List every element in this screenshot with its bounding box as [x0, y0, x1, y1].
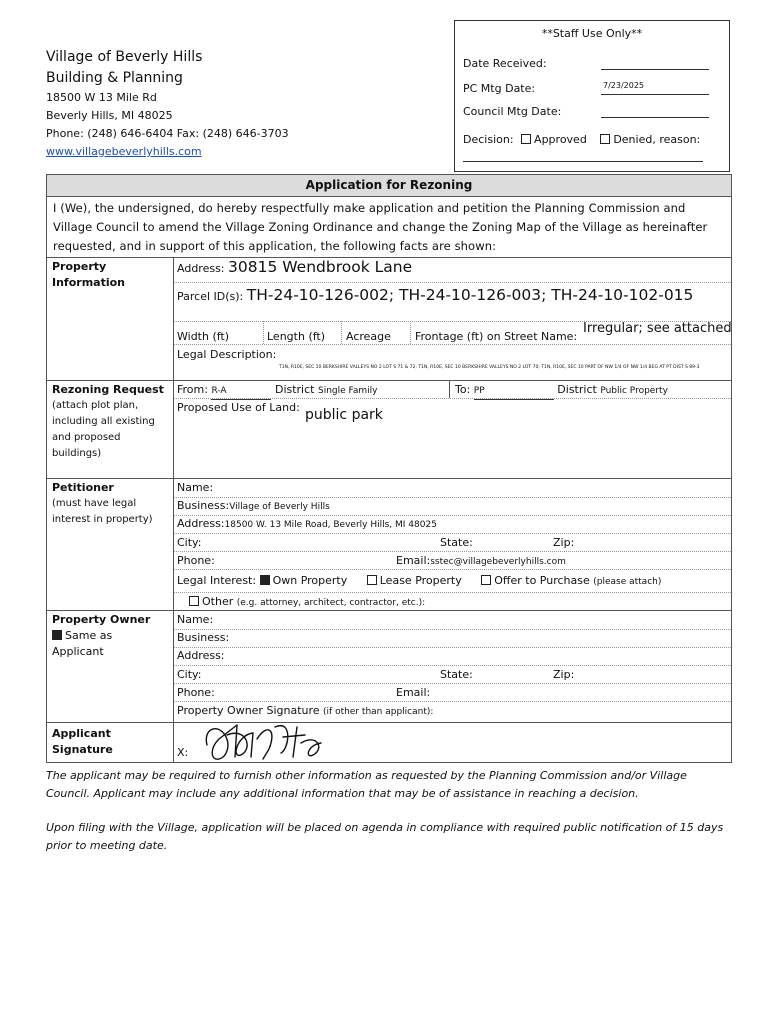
petitioner-name-label[interactable]: Name:	[177, 481, 214, 494]
proposed-use-label[interactable]: Proposed Use of Land:	[177, 401, 300, 414]
petitioner-email-value: sstec@villagebeverlyhills.com	[430, 557, 566, 567]
date-received-field[interactable]	[601, 57, 709, 70]
applicant-x-label[interactable]: X:	[177, 746, 189, 759]
petitioner-phone-label[interactable]: Phone:	[177, 554, 215, 567]
other-interest-row	[189, 594, 425, 611]
rezoning-request-label: Rezoning Request (attach plot plan, including all existing and proposed buildings)	[52, 382, 167, 462]
approved-label: Approved	[534, 133, 587, 146]
petitioner-business-label: Business:	[177, 499, 230, 512]
legal-interest-label: Legal Interest:	[177, 574, 257, 587]
offer-purchase-label: Offer to Purchase	[494, 574, 590, 587]
petitioner-address-row[interactable]	[177, 516, 437, 533]
pc-mtg-value: 7/23/2025	[603, 81, 645, 90]
petitioner-label: Petitioner (must have legal interest in property)	[52, 480, 167, 528]
decision-label: Decision:	[463, 133, 514, 146]
legal-description-label[interactable]: Legal Description:	[177, 348, 277, 361]
office-header	[46, 47, 289, 161]
acreage-label[interactable]: Acreage	[346, 330, 391, 343]
parcel-row[interactable]	[177, 287, 693, 305]
petitioner-business-row[interactable]	[177, 498, 330, 515]
petitioner-city-label[interactable]: City:	[177, 536, 202, 549]
owner-signature-note: (if other than applicant):	[323, 707, 434, 717]
own-property-checkbox[interactable]	[260, 575, 270, 585]
address-label: Address:	[177, 262, 225, 275]
pc-mtg-field[interactable]	[601, 82, 709, 95]
org-name: Village of Beverly Hills	[46, 49, 203, 65]
petitioner-email-row[interactable]	[396, 553, 566, 570]
frontage-label[interactable]: Frontage (ft) on Street Name:	[415, 330, 578, 343]
denied-reason-field[interactable]	[463, 149, 703, 162]
to-label: To:	[455, 383, 471, 396]
from-district-label: District	[274, 383, 315, 396]
form-title: Application for Rezoning	[47, 175, 731, 196]
denied-checkbox[interactable]	[600, 134, 610, 144]
owner-business-label[interactable]: Business:	[177, 631, 230, 644]
same-as-applicant-label: Same as Applicant	[52, 629, 113, 658]
lease-property-label: Lease Property	[379, 574, 462, 587]
other-interest-label: Other	[202, 595, 234, 608]
from-value: R-A	[211, 383, 271, 400]
offer-purchase-checkbox[interactable]	[481, 575, 491, 585]
lease-property-checkbox[interactable]	[367, 575, 377, 585]
intro-text: I (We), the undersigned, do hereby respectfully make application and petition the Planning Commission and Village Council to amend the Village Zoning Ordinance and change the Zoning Map of the Village as hereinafter requested, and in support of this application, the following facts are shown:	[53, 201, 708, 253]
address-line-2: Beverly Hills, MI 48025	[46, 109, 173, 122]
rezoning-form	[46, 174, 732, 763]
to-district-label: District	[557, 383, 597, 396]
address-value: 30815 Wendbrook Lane	[228, 258, 413, 276]
to-district-value: Public Property	[600, 386, 668, 396]
property-owner-label: Property Owner Same as Applicant	[52, 613, 151, 658]
approved-checkbox[interactable]	[521, 134, 531, 144]
petitioner-zip-label[interactable]: Zip:	[553, 536, 575, 549]
applicant-signature-image	[197, 709, 337, 765]
legal-interest-row	[177, 573, 661, 590]
property-address-row[interactable]	[177, 259, 412, 277]
owner-phone-label[interactable]: Phone:	[177, 686, 215, 699]
date-received-label: Date Received:	[463, 57, 547, 70]
parcel-label: Parcel ID(s):	[177, 290, 244, 303]
petitioner-note: (must have legal interest in property)	[52, 498, 153, 525]
owner-state-label[interactable]: State:	[440, 668, 473, 681]
staff-use-box	[454, 20, 730, 172]
parcel-value: TH-24-10-126-002; TH-24-10-126-003; TH-24-10-102-015	[246, 286, 694, 304]
proposed-use-value: public park	[305, 407, 383, 423]
width-label[interactable]: Width (ft)	[177, 330, 230, 343]
rezoning-request-note: (attach plot plan, including all existing and proposed buildings)	[52, 400, 155, 459]
council-mtg-label: Council Mtg Date:	[463, 105, 562, 118]
dept-name: Building & Planning	[46, 70, 183, 86]
footer-note-1: The applicant may be required to furnish other information as requested by the Planning Commission and/or Village Council. Applicant may include any additional information that may be of assistance in reaching a decision.	[46, 769, 687, 800]
own-property-label: Own Property	[272, 574, 348, 587]
petitioner-business-value: Village of Beverly Hills	[229, 502, 330, 512]
petitioner-address-value: 18500 W. 13 Mile Road, Beverly Hills, MI 48025	[224, 520, 437, 530]
to-value: PP	[474, 383, 554, 400]
address-line-1: 18500 W 13 Mile Rd	[46, 91, 157, 104]
length-label[interactable]: Length (ft)	[267, 330, 326, 343]
offer-purchase-note: (please attach)	[593, 577, 662, 587]
owner-zip-label[interactable]: Zip:	[553, 668, 575, 681]
phone-fax: Phone: (248) 646-6404 Fax: (248) 646-3703	[46, 127, 289, 140]
owner-address-label[interactable]: Address:	[177, 649, 225, 662]
pc-mtg-label: PC Mtg Date:	[463, 82, 536, 95]
staff-title: **Staff Use Only**	[541, 27, 643, 40]
footer-note-2: Upon filing with the Village, application will be placed on agenda in compliance with required public notification of 15 days prior to meeting date.	[46, 821, 724, 852]
same-as-applicant	[52, 628, 147, 660]
same-as-applicant-checkbox[interactable]	[52, 630, 62, 640]
website-link[interactable]: www.villagebeverlyhills.com	[46, 145, 202, 158]
owner-signature-label: Property Owner Signature	[177, 704, 320, 717]
legal-description-value: T1N, R10E, SEC 10 BERKSHIRE VALLEYS NO 2 LOT S 71 & 72; T1N, R10E, SEC 10 BERKSHIRE VALLEYS NO 2 LOT 70; T1N, R10E, SEC 10 PART OF NW 1/4 OF NW 1/4 BEG AT PT DIST S 89-3	[279, 365, 700, 370]
decision-row	[463, 133, 700, 146]
other-interest-note: (e.g. attorney, architect, contractor, etc.):	[236, 598, 426, 608]
owner-name-label[interactable]: Name:	[177, 613, 214, 626]
owner-email-label[interactable]: Email:	[396, 686, 431, 699]
council-mtg-field[interactable]	[601, 105, 709, 118]
from-label: From:	[177, 383, 208, 396]
frontage-value: Irregular; see attached	[583, 321, 732, 336]
petitioner-address-label: Address:	[177, 517, 225, 530]
denied-label: Denied, reason:	[613, 133, 701, 146]
petitioner-state-label[interactable]: State:	[440, 536, 473, 549]
applicant-signature-label: Applicant Signature	[52, 727, 113, 756]
from-district-value: Single Family	[317, 386, 378, 396]
owner-city-label[interactable]: City:	[177, 668, 202, 681]
property-info-label: Property Information	[52, 260, 125, 289]
other-interest-checkbox[interactable]	[189, 596, 199, 606]
petitioner-email-label: Email:	[396, 554, 431, 567]
